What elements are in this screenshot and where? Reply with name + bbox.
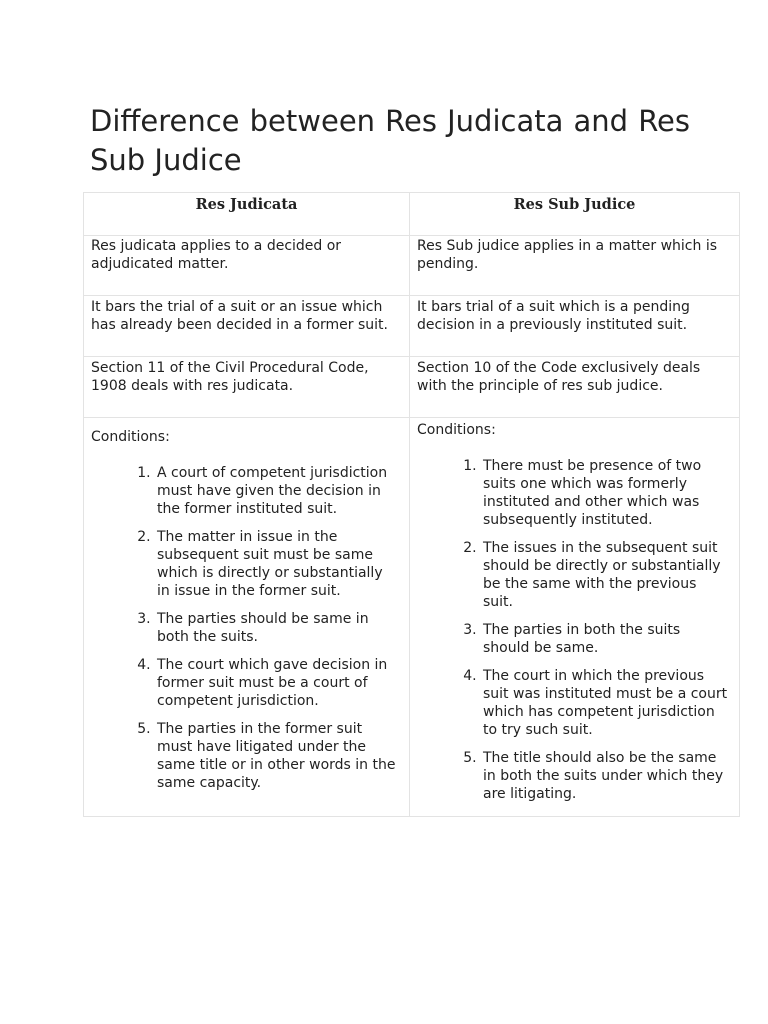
table-row <box>84 357 740 418</box>
conditions-label: Conditions: <box>91 429 170 445</box>
table-cell: Section 11 of the Civil Procedural Code, 1908 deals with res judicata. <box>84 357 410 418</box>
list-item: 5. The parties in the former suit must have litigated under the same title or in other words in the same capacity. <box>155 720 398 792</box>
table-cell: Res judicata applies to a decided or adjudicated matter. <box>84 236 410 296</box>
header-res-judicata: Res Judicata <box>84 193 410 236</box>
conditions-cell-res-judicata <box>84 418 410 817</box>
table-row <box>84 296 740 357</box>
conditions-list-res-judicata <box>91 464 402 792</box>
conditions-list-res-sub-judice <box>417 457 732 803</box>
list-item: 4. The court in which the previous suit was instituted must be a court which has competent jurisdiction to try such suit. <box>481 667 728 739</box>
table-header-row <box>84 193 740 236</box>
list-item: 1. There must be presence of two suits one which was formerly instituted and other which was subsequently instituted. <box>481 457 728 529</box>
list-item: 2. The matter in issue in the subsequent suit must be same which is directly or substantially in issue in the former suit. <box>155 528 398 600</box>
conditions-label: Conditions: <box>417 422 496 438</box>
header-res-sub-judice: Res Sub Judice <box>410 193 740 236</box>
table-cell: Section 10 of the Code exclusively deals with the principle of res sub judice. <box>410 357 740 418</box>
table-cell: It bars the trial of a suit or an issue which has already been decided in a former suit. <box>84 296 410 357</box>
list-item: 3. The parties in both the suits should be same. <box>481 621 728 657</box>
table-row <box>84 236 740 296</box>
list-item: 2. The issues in the subsequent suit should be directly or substantially be the same with the previous suit. <box>481 539 728 611</box>
list-item: 4. The court which gave decision in former suit must be a court of competent jurisdiction. <box>155 656 398 710</box>
comparison-table <box>83 192 740 817</box>
conditions-cell-res-sub-judice <box>410 418 740 817</box>
page-title: Difference between Res Judicata and Res Sub Judice <box>90 104 690 177</box>
list-item: 3. The parties should be same in both the suits. <box>155 610 398 646</box>
list-item: 1. A court of competent jurisdiction must have given the decision in the former instituted suit. <box>155 464 398 518</box>
conditions-row <box>84 418 740 817</box>
table-cell: It bars trial of a suit which is a pending decision in a previously instituted suit. <box>410 296 740 357</box>
table-cell: Res Sub judice applies in a matter which is pending. <box>410 236 740 296</box>
list-item: 5. The title should also be the same in both the suits under which they are litigating. <box>481 749 728 803</box>
